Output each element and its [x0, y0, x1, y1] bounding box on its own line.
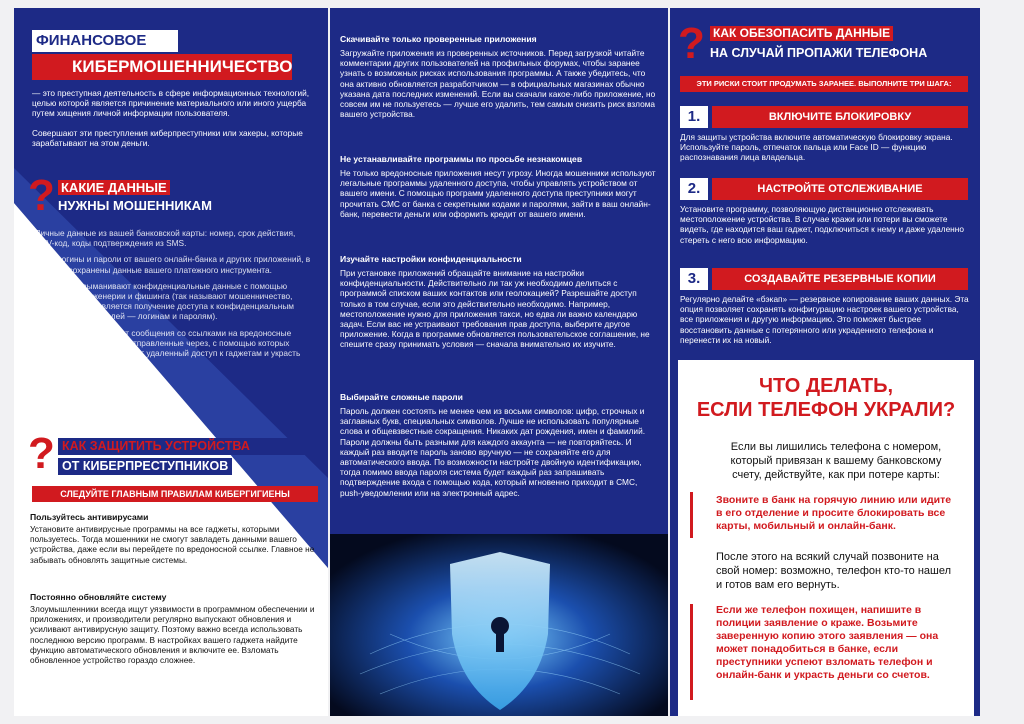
- p3-title-red: КАК ОБЕЗОПАСИТЬ ДАННЫЕ: [710, 26, 893, 41]
- update-heading: Постоянно обновляйте систему: [30, 592, 167, 602]
- s4-text: Пароль должен состоять не менее чем из восьми символов: цифр, строчных и заглавных букв, специальных символов. Лучше не использовать популярные слова и общевзвестные сокращения. Никаких дат рождения, имен и фамилий. Пароли должны быть разными для каждого аккаунта — не повторяйтесь. И каждый раз вводите пароль заново вручную — не сохраняйте его для автоматического ввода. По возможности настройте двойную идентификацию, тогда помимо ввода пароля система будет каждый раз запрашивать подтверждение входа с помощью кода, который мгновенно приходит в СМС, push-уведомлении или на электронный адрес.: [340, 406, 646, 498]
- check-icon: ✔: [24, 280, 31, 290]
- s2-heading: Не устанавливайте программы по просьбе незнакомцев: [340, 154, 583, 164]
- rules-bar: СЛЕДУЙТЕ ГЛАВНЫМ ПРАВИЛАМ КИБЕРГИГИЕНЫ: [32, 486, 318, 502]
- antivirus-heading: Пользуйтесь антивирусами: [30, 512, 149, 522]
- list-item: ✔ Мошенники выманивают конфиденциальные данные с помощью социальной инженерии и фишинга (так называют мошенничество, целью которого является получение доступа к конфиденциальным данным пользователей — логинам и паролям).: [24, 280, 295, 322]
- step3-text: Регулярно делайте «бэкап» — резервное копирование ваших данных. Эта опция позволяет сохранять конфигурацию настроек вашего устройства, все приложения и другую информацию. Это поможет быстрее восстановить данные с потерянного или украденного телефона и перенести их на новый.: [680, 294, 969, 345]
- bullet-list: [24, 228, 314, 368]
- panel-right: [670, 8, 980, 716]
- s3-text: При установке приложений обращайте внимание на настройки конфиденциальности. Действительно ли так уж необходимо делиться с программой списком ваших контактов или геолокацией? Разрешайте доступ только в том случае, если это действительно необходимо. Например, местоположение нужно для приложения такси, но едва ли важно календарю задач. Если вас не устраивают требования прав доступа, выберите другое приложение. Когда в программе обновляется пользовательское соглашение, не спешите сразу принимать условия — сначала внимательно их изучите.: [340, 268, 650, 350]
- shield-lock-illustration: [330, 534, 668, 716]
- step2-text: Установите программу, позволяющую дистанционно отслеживать местоположение устройства. В случае кражи или потери вы сможете видеть, где находится ваш гаджет, подключиться к нему и даже удаленно стереть с него всю информацию.: [680, 204, 964, 245]
- red-accent-line: [690, 492, 693, 538]
- red-accent-line: [690, 604, 693, 700]
- update-text: Злоумышленники всегда ищут уязвимости в программном обеспечении и приложениях, и производители регулярно выпускают обновления и усиливают антивирусную защиту. Поэтому важно всегда использовать последнюю версию программ. В настройках вашего гаджета найдите функцию автоматического обновления и включите ее. Взломать обновленное устройство гораздо сложнее.: [30, 604, 315, 666]
- stolen-mid: После этого на всякий случай позвоните на свой номер: возможно, телефон кто-то нашел и готов вам его вернуть.: [716, 551, 952, 591]
- step3-number: 3.: [680, 268, 708, 290]
- question-mark-icon: ?: [678, 19, 705, 68]
- list-item: ✔ Нередко они рассылают сообщения со ссылками на вредоносные программы или файлы, отправленные через, с помощью которых киберпреступники получают удаленный доступ к гаджетам и украсть сведения: [24, 327, 301, 369]
- stolen-red-2: Если же телефон похищен, напишите в полиции заявление о краже. Возьмите заверенную копию этого заявления — она может понадобиться в банке, если преступники успеют взломать телефон и онлайн-банк и украсть деньги со счетов.: [716, 604, 939, 681]
- panel-left: [14, 8, 328, 716]
- s1-heading: Скачивайте только проверенные приложения: [340, 34, 537, 44]
- stolen-title-1: ЧТО ДЕЛАТЬ,: [758, 375, 894, 397]
- protect-title-white: ОТ КИБЕРПРЕСТУПНИКОВ: [58, 458, 232, 475]
- list-item: ✔ Личные данные из вашей банковской карты: номер, срок действия, CVV-код, коды подтверждения из SMS.: [24, 228, 296, 249]
- check-icon: ✔: [24, 254, 31, 264]
- stolen-phone-box: [678, 360, 974, 716]
- antivirus-text: Установите антивирусные программы на все гаджеты, которыми пользуетесь. Тогда мошенники не смогут завладеть данными вашего устройства, даже если вы перейдете по вредоносной ссылке. Главное не забывать обновлять защитные системы.: [30, 524, 315, 565]
- intro-text-2: Совершают эти преступления киберпреступники или хакеры, которые зарабатывают на этом деньги.: [32, 128, 303, 149]
- stolen-title-2: ЕСЛИ ТЕЛЕФОН УКРАЛИ?: [696, 399, 956, 421]
- list-item: ✔ Либо логины и пароли от вашего онлайн-банка и других приложений, в которых сохранены данные вашего платежного инструмента.: [24, 254, 311, 275]
- step2-number: 2.: [680, 178, 708, 200]
- check-icon: ✔: [24, 228, 31, 237]
- question-mark-icon: ?: [28, 171, 55, 220]
- stolen-red-1: Звоните в банк на горячую линию или идите в его отделение и просите блокировать все карты, мобильный и онлайн-банк.: [716, 494, 952, 532]
- s4-heading: Выбирайте сложные пароли: [340, 392, 463, 402]
- risk-bar: ЭТИ РИСКИ СТОИТ ПРОДУМАТЬ ЗАРАНЕЕ. ВЫПОЛНИТЕ ТРИ ШАГА:: [680, 76, 968, 92]
- step1-title: ВКЛЮЧИТЕ БЛОКИРОВКУ: [712, 106, 968, 128]
- title-line1: ФИНАНСОВОЕ: [32, 30, 178, 52]
- panel-middle: [330, 8, 668, 716]
- title-line2: КИБЕРМОШЕННИЧЕСТВО: [32, 54, 292, 80]
- protect-title-red: КАК ЗАЩИТИТЬ УСТРОЙСТВА: [58, 438, 306, 455]
- step1-text: Для защиты устройства включите автоматическую блокировку экрана. Используйте пароль, отпечаток пальца или Face ID — функцию распознавания лица владельца.: [680, 132, 953, 163]
- step3-title: СОЗДАВАЙТЕ РЕЗЕРВНЫЕ КОПИИ: [712, 268, 968, 290]
- s2-text: Не только вредоносные приложения несут угрозу. Иногда мошенники используют легальные программы удаленного доступа, чтобы управлять устройством от вашего имени. С помощью программ удаленного доступа преступники могут прочитать СМС от банка с секретными кодами и паролями, зайти в ваш онлайн-банк, перевести деньги или оформить кредит от вашего имени.: [340, 168, 656, 219]
- step2-title: НАСТРОЙТЕ ОТСЛЕЖИВАНИЕ: [712, 178, 968, 200]
- p3-title-white: НА СЛУЧАЙ ПРОПАЖИ ТЕЛЕФОНА: [710, 46, 928, 60]
- s3-heading: Изучайте настройки конфиденциальности: [340, 254, 522, 264]
- intro-text: — это преступная деятельность в сфере информационных технологий, целью которой является причинение материального или иного ущерба путем хищения личной информации пользователя.: [32, 88, 310, 119]
- question-mark-icon: ?: [28, 429, 55, 478]
- step1-number: 1.: [680, 106, 708, 128]
- data-title-white: НУЖНЫ МОШЕННИКАМ: [58, 198, 212, 213]
- check-icon: ✔: [24, 327, 31, 337]
- stolen-intro: Если вы лишились телефона с номером, который привязан к вашему банковскому счету, действуйте, как при потере карты:: [730, 441, 942, 481]
- s1-text: Загружайте приложения из проверенных источников. Перед загрузкой читайте комментарии других пользователей на профильных форумах, чтобы заранее узнать о возможных рисках использования программы. А также убедитесь, что она активно обновляется разработчиком — в официальных магазинах обычно указана дата последних изменений. Если вы скачали какое-либо приложение, но совсем им не пользуетесь — лучше его удалить, тем самым снизить риск взлома вашего устройства.: [340, 48, 656, 120]
- data-title-red: КАКИЕ ДАННЫЕ: [58, 180, 170, 195]
